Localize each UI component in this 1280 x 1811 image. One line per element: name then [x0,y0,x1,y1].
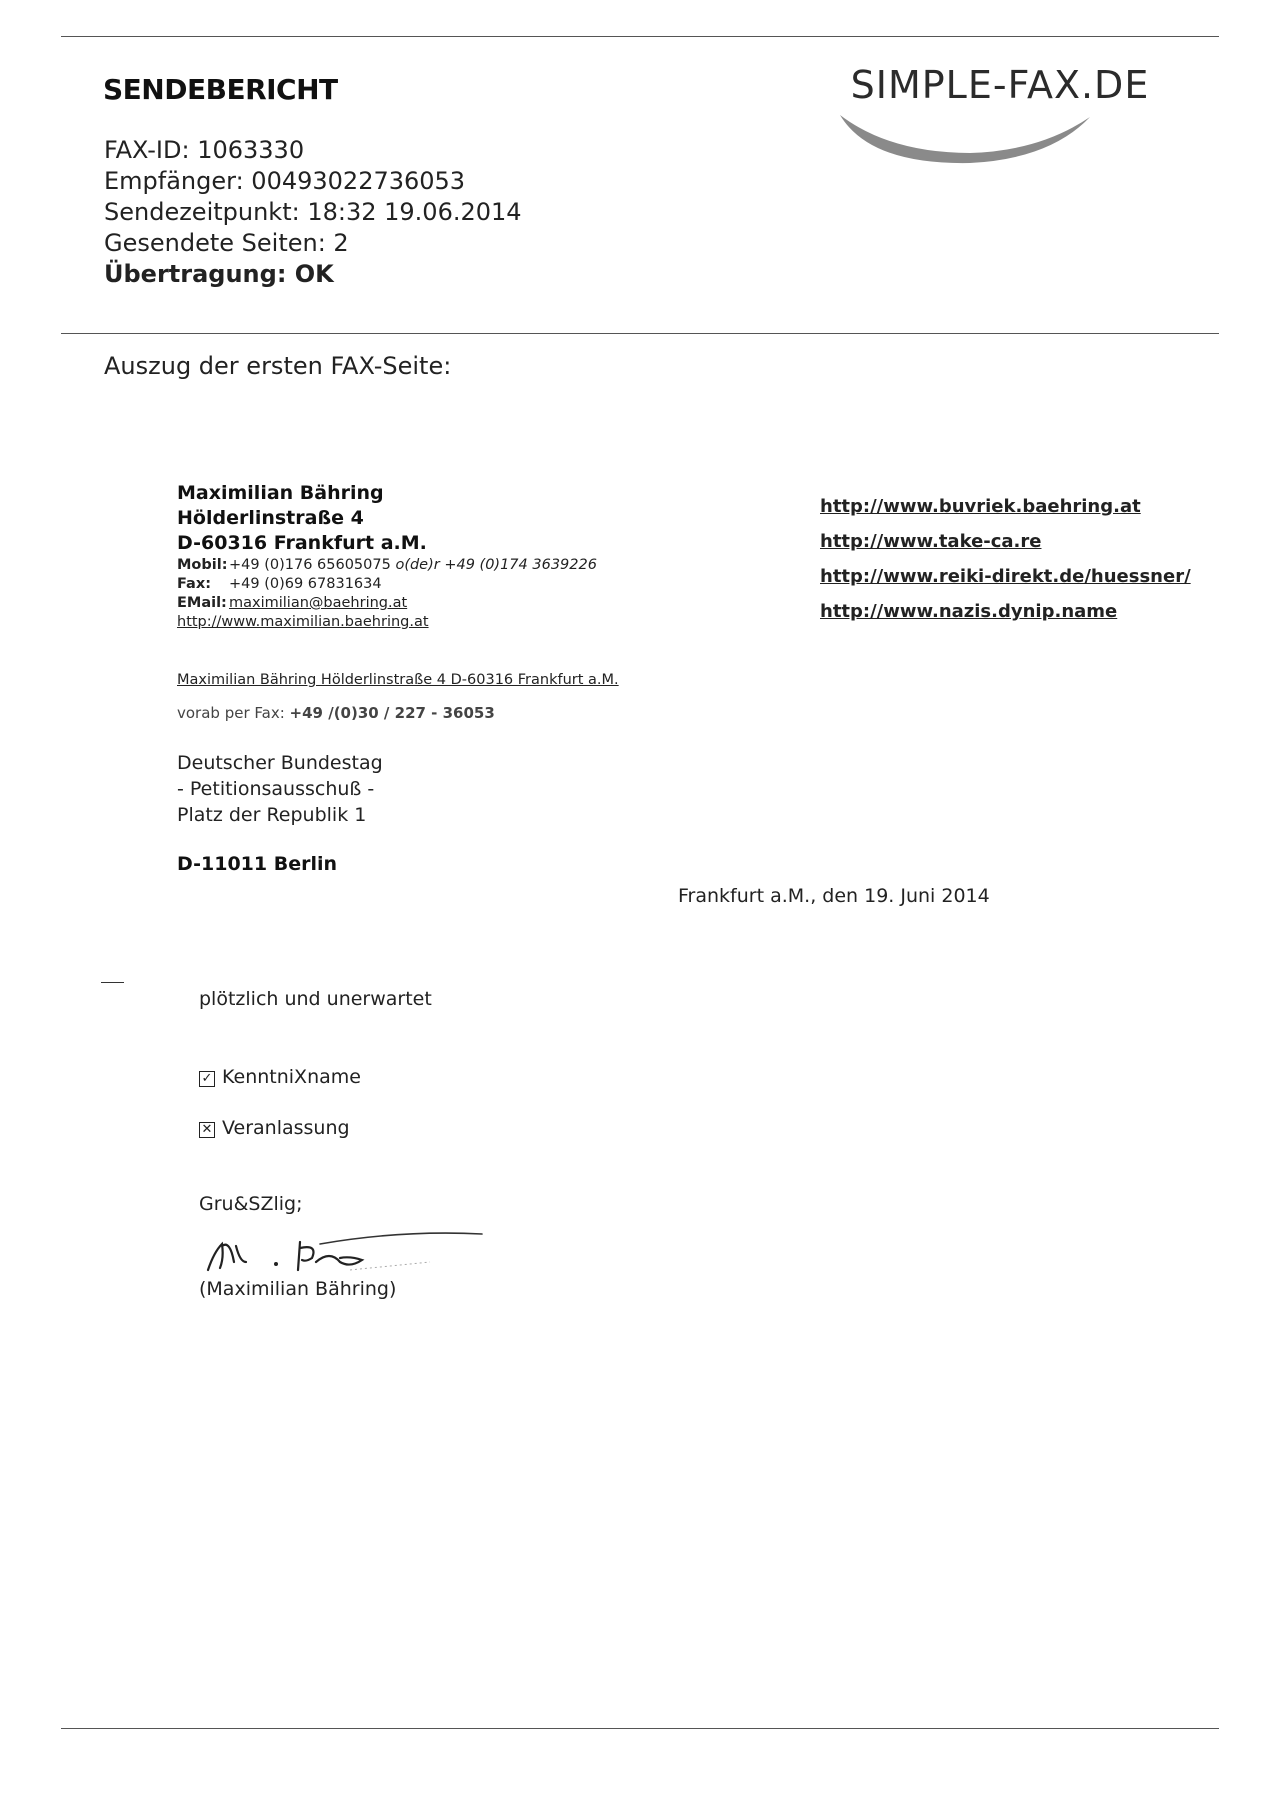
greeting: Gru&SZlig; [199,1193,303,1215]
send-time: Sendezeitpunkt: 18:32 19.06.2014 [104,198,522,226]
link-dynip[interactable]: http://www.nazis.dynip.name [820,601,1118,622]
mobile-number: +49 (0)176 65605075 [229,557,391,573]
return-address: Maximilian Bähring Hölderlinstraße 4 D-60316 Frankfurt a.M. [177,672,619,688]
fax-recipient: Empfänger: 00493022736053 [104,167,466,195]
signer-name: (Maximilian Bähring) [199,1278,397,1300]
pages-sent: Gesendete Seiten: 2 [104,229,349,257]
fax-id: FAX-ID: 1063330 [104,136,305,164]
letter-body: plötzlich und unerwartet [199,988,432,1010]
cross-box-icon: ✕ [199,1122,215,1138]
checkbox-veranlassung [199,1117,350,1139]
link-buvriek[interactable]: http://www.buvriek.baehring.at [820,496,1141,517]
email-link[interactable]: maximilian@baehring.at [229,595,408,611]
email-label: EMail: [177,595,227,611]
recipient-line-2: - Petitionsausschuß - [177,778,375,800]
fold-mark [101,982,124,983]
checkmark-icon: ✓ [199,1071,215,1087]
sender-email [177,594,597,613]
sender-block [177,481,597,632]
excerpt-label: Auszug der ersten FAX-Seite: [104,352,452,380]
recipient-line-1: Deutscher Bundestag [177,752,383,774]
sender-mobile [177,556,597,575]
handwritten-signature-icon [200,1222,500,1282]
mobile-alt-number: o(de)r +49 (0)174 3639226 [395,557,597,573]
sender-street: Hölderlinstraße 4 [177,507,364,529]
vorab-number: +49 /(0)30 / 227 - 36053 [289,704,495,722]
recipient-block [177,750,383,828]
link-reiki[interactable]: http://www.reiki-direkt.de/huessner/ [820,566,1191,587]
logo-text: SIMPLE-FAX.DE [850,63,1150,107]
simple-fax-logo [800,55,1200,165]
fax-label: Fax: [177,576,211,592]
sender-city: D-60316 Frankfurt a.M. [177,532,427,554]
report-title: SENDEBERICHT [103,73,338,106]
checkbox-label-1: KenntniXname [222,1066,361,1088]
fax-number: +49 (0)69 67831634 [229,576,382,592]
vorab-fax-line [177,704,495,722]
report-metadata [104,135,522,290]
section-rule [61,333,1219,334]
sender-website [177,613,597,632]
checkbox-kenntnisnahme [199,1066,361,1088]
transmission-status: Übertragung: OK [104,260,334,288]
top-rule [61,36,1219,37]
link-take-care[interactable]: http://www.take-ca.re [820,531,1042,552]
link-list [820,489,1191,629]
sender-name: Maximilian Bähring [177,482,384,504]
website-link[interactable]: http://www.maximilian.baehring.at [177,614,429,630]
signature-image [200,1222,500,1286]
vorab-label: vorab per Fax: [177,704,285,722]
recipient-line-3: Platz der Republik 1 [177,804,367,826]
bottom-rule [61,1728,1219,1729]
recipient-city: D-11011 Berlin [177,853,338,875]
mobile-label: Mobil: [177,557,228,573]
checkbox-label-2: Veranlassung [222,1117,350,1139]
sender-fax [177,575,597,594]
letter-date: Frankfurt a.M., den 19. Juni 2014 [678,885,990,907]
